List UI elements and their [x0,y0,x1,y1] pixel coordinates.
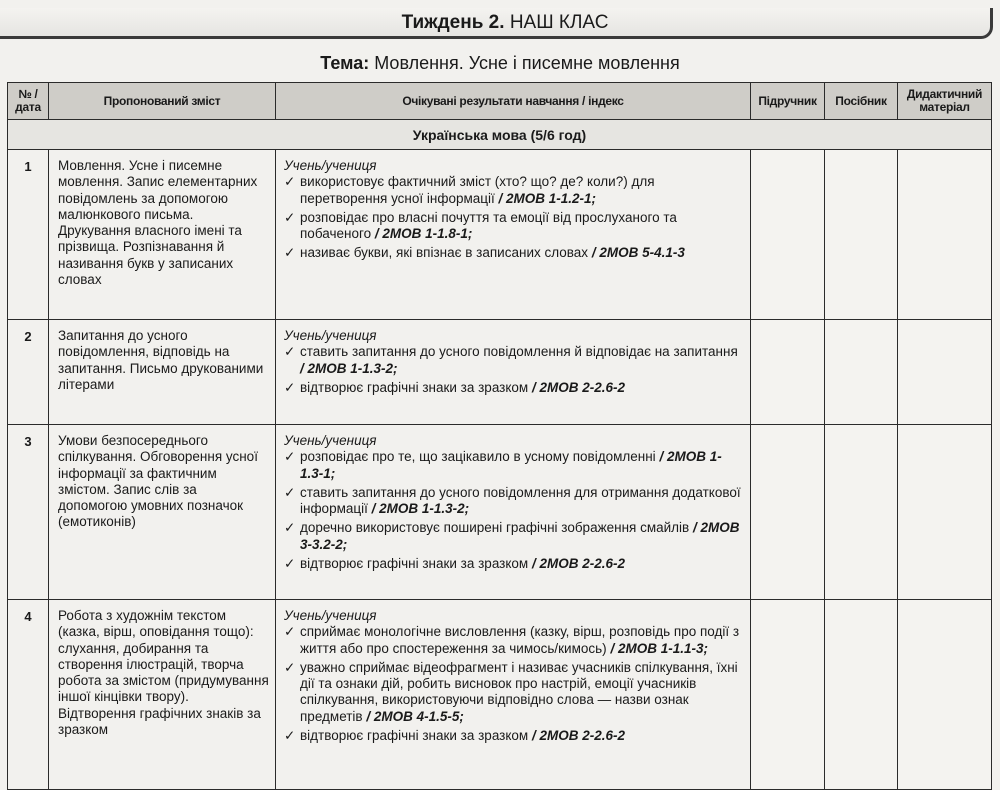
row-content: Робота з художнім текстом (казка, вірш, оповідання тощо): слухання, добирання та створення ілюстрацій, творча робота за змістом (придумування іншої кінцівки твору). Відтворення графічних знаків за зразком [49,600,276,790]
result-text: ставить запитання до усного повідомлення для отримання додаткової інформації [300,484,741,517]
week-banner [0,8,993,39]
result-item [284,245,742,261]
learner-label: Учень/учениця [284,328,377,343]
row-number: 1 [8,150,49,320]
result-item [284,344,742,377]
result-item [284,520,742,553]
section-title: Українська мова (5/6 год) [8,120,992,150]
row-content: Мовлення. Усне і писемне мовлення. Запис елементарних повідомлень за допомогою малюнкового письма. Друкування власного імені та прізвища. Розпізнавання й називання букв у записаних словах [49,150,276,320]
topic-heading: Тема: Мовлення. Усне і писемне мовлення [320,53,680,73]
check-icon: ✓ [284,728,296,744]
result-item [284,210,742,243]
col-header-number: № / дата [8,83,49,120]
result-text: відтворює графічні знаки за зразком [300,379,529,395]
result-index: / 2МОВ 1-1.3-1; [300,449,722,481]
didactic-cell [898,150,992,320]
check-icon: ✓ [284,659,296,675]
result-index: / 2МОВ 1-1.1-3; [610,640,708,656]
result-text: відтворює графічні знаки за зразком [300,728,529,744]
learner-label: Учень/учениця [284,158,377,173]
row-number: 4 [8,600,49,790]
col-header-textbook: Підручник [751,83,825,120]
result-item [284,380,742,396]
result-item [284,449,742,482]
table-row [8,425,992,600]
result-item [284,624,742,657]
result-index: / 2МОВ 1-1.8-1; [374,226,473,242]
check-icon: ✓ [284,379,296,395]
manual-cell [825,150,898,320]
result-text: використовує фактичний зміст (хто? що? де? коли?) для перетворення усної інформації [300,174,655,206]
didactic-cell [898,600,992,790]
result-item [284,728,742,744]
check-icon: ✓ [284,624,296,640]
check-icon: ✓ [284,174,296,190]
result-text: розповідає про власні почуття та емоції від прослуханого та побаченого [300,209,677,242]
row-results [276,600,751,790]
table-row [8,150,992,320]
result-text: уважно сприймає відеофрагмент і називає учасників спілкування, їхні дії та ознаки дій, робить висновок про настрій, емоції учасників спілкування, використовуючи відповідно слова — назви ознак предметів [300,659,738,724]
result-item [284,174,742,207]
textbook-cell [751,425,825,600]
check-icon: ✓ [284,209,296,225]
result-text: доречно використовує поширені графічні зображення смайлів [300,520,690,536]
result-item [284,660,742,725]
learner-label: Учень/учениця [284,608,377,623]
result-index: / 2МОВ 2-2.6-2 [531,728,626,744]
textbook-cell [751,320,825,425]
check-icon: ✓ [284,484,296,500]
check-icon: ✓ [284,344,296,360]
section-row [8,120,992,150]
col-header-manual: Посібник [825,83,898,120]
result-item [284,485,742,518]
result-index: / 2МОВ 1-1.3-2; [300,360,398,376]
learner-label: Учень/учениця [284,433,377,448]
row-number: 2 [8,320,49,425]
manual-cell [825,320,898,425]
col-header-results: Очікувані результати навчання / індекс [276,83,751,120]
result-index: / 2МОВ 5-4.1-3 [591,245,685,261]
check-icon: ✓ [284,556,296,572]
check-icon: ✓ [284,449,296,465]
check-icon: ✓ [284,245,296,261]
table-header-row [8,83,992,120]
result-text: відтворює графічні знаки за зразком [300,556,529,572]
result-text: називає букви, які впізнає в записаних словах [300,245,589,261]
result-index: / 2МОВ 2-2.6-2 [531,379,626,395]
didactic-cell [898,425,992,600]
row-results [276,320,751,425]
lesson-plan-table [7,82,992,790]
row-content: Умови безпосереднього спілкування. Обговорення усної інформації за фактичним змістом. Запис слів за допомогою умовних позначок (емотиконів) [49,425,276,600]
result-text: сприймає монологічне висловлення (казку, вірш, розповідь про події з життя або про спостереження за чимось/кимось) [300,624,740,656]
col-header-content: Пропонований зміст [49,83,276,120]
manual-cell [825,600,898,790]
result-index: / 2МОВ 4-1.5-5; [366,708,464,724]
didactic-cell [898,320,992,425]
textbook-cell [751,150,825,320]
result-text: ставить запитання до усного повідомлення й відповідає на запитання [300,344,738,360]
result-index: / 2МОВ 3-3.2-2; [300,520,740,552]
result-text: розповідає про те, що зацікавило в усному повідомленні [300,449,656,465]
row-results [276,425,751,600]
week-title: Тиждень 2. НАШ КЛАС [401,12,609,33]
row-results [276,150,751,320]
textbook-cell [751,600,825,790]
check-icon: ✓ [284,520,296,536]
table-row [8,320,992,425]
table-row [8,600,992,790]
row-number: 3 [8,425,49,600]
result-item [284,556,742,572]
col-header-didactic: Дидактичний матеріал [898,83,992,120]
manual-cell [825,425,898,600]
row-content: Запитання до усного повідомлення, відповідь на запитання. Письмо друкованими літерами [49,320,276,425]
result-index: / 2МОВ 2-2.6-2 [531,556,626,572]
result-index: / 2МОВ 1-1.3-2; [371,501,470,517]
result-index: / 2МОВ 1-1.2-1; [498,190,597,206]
